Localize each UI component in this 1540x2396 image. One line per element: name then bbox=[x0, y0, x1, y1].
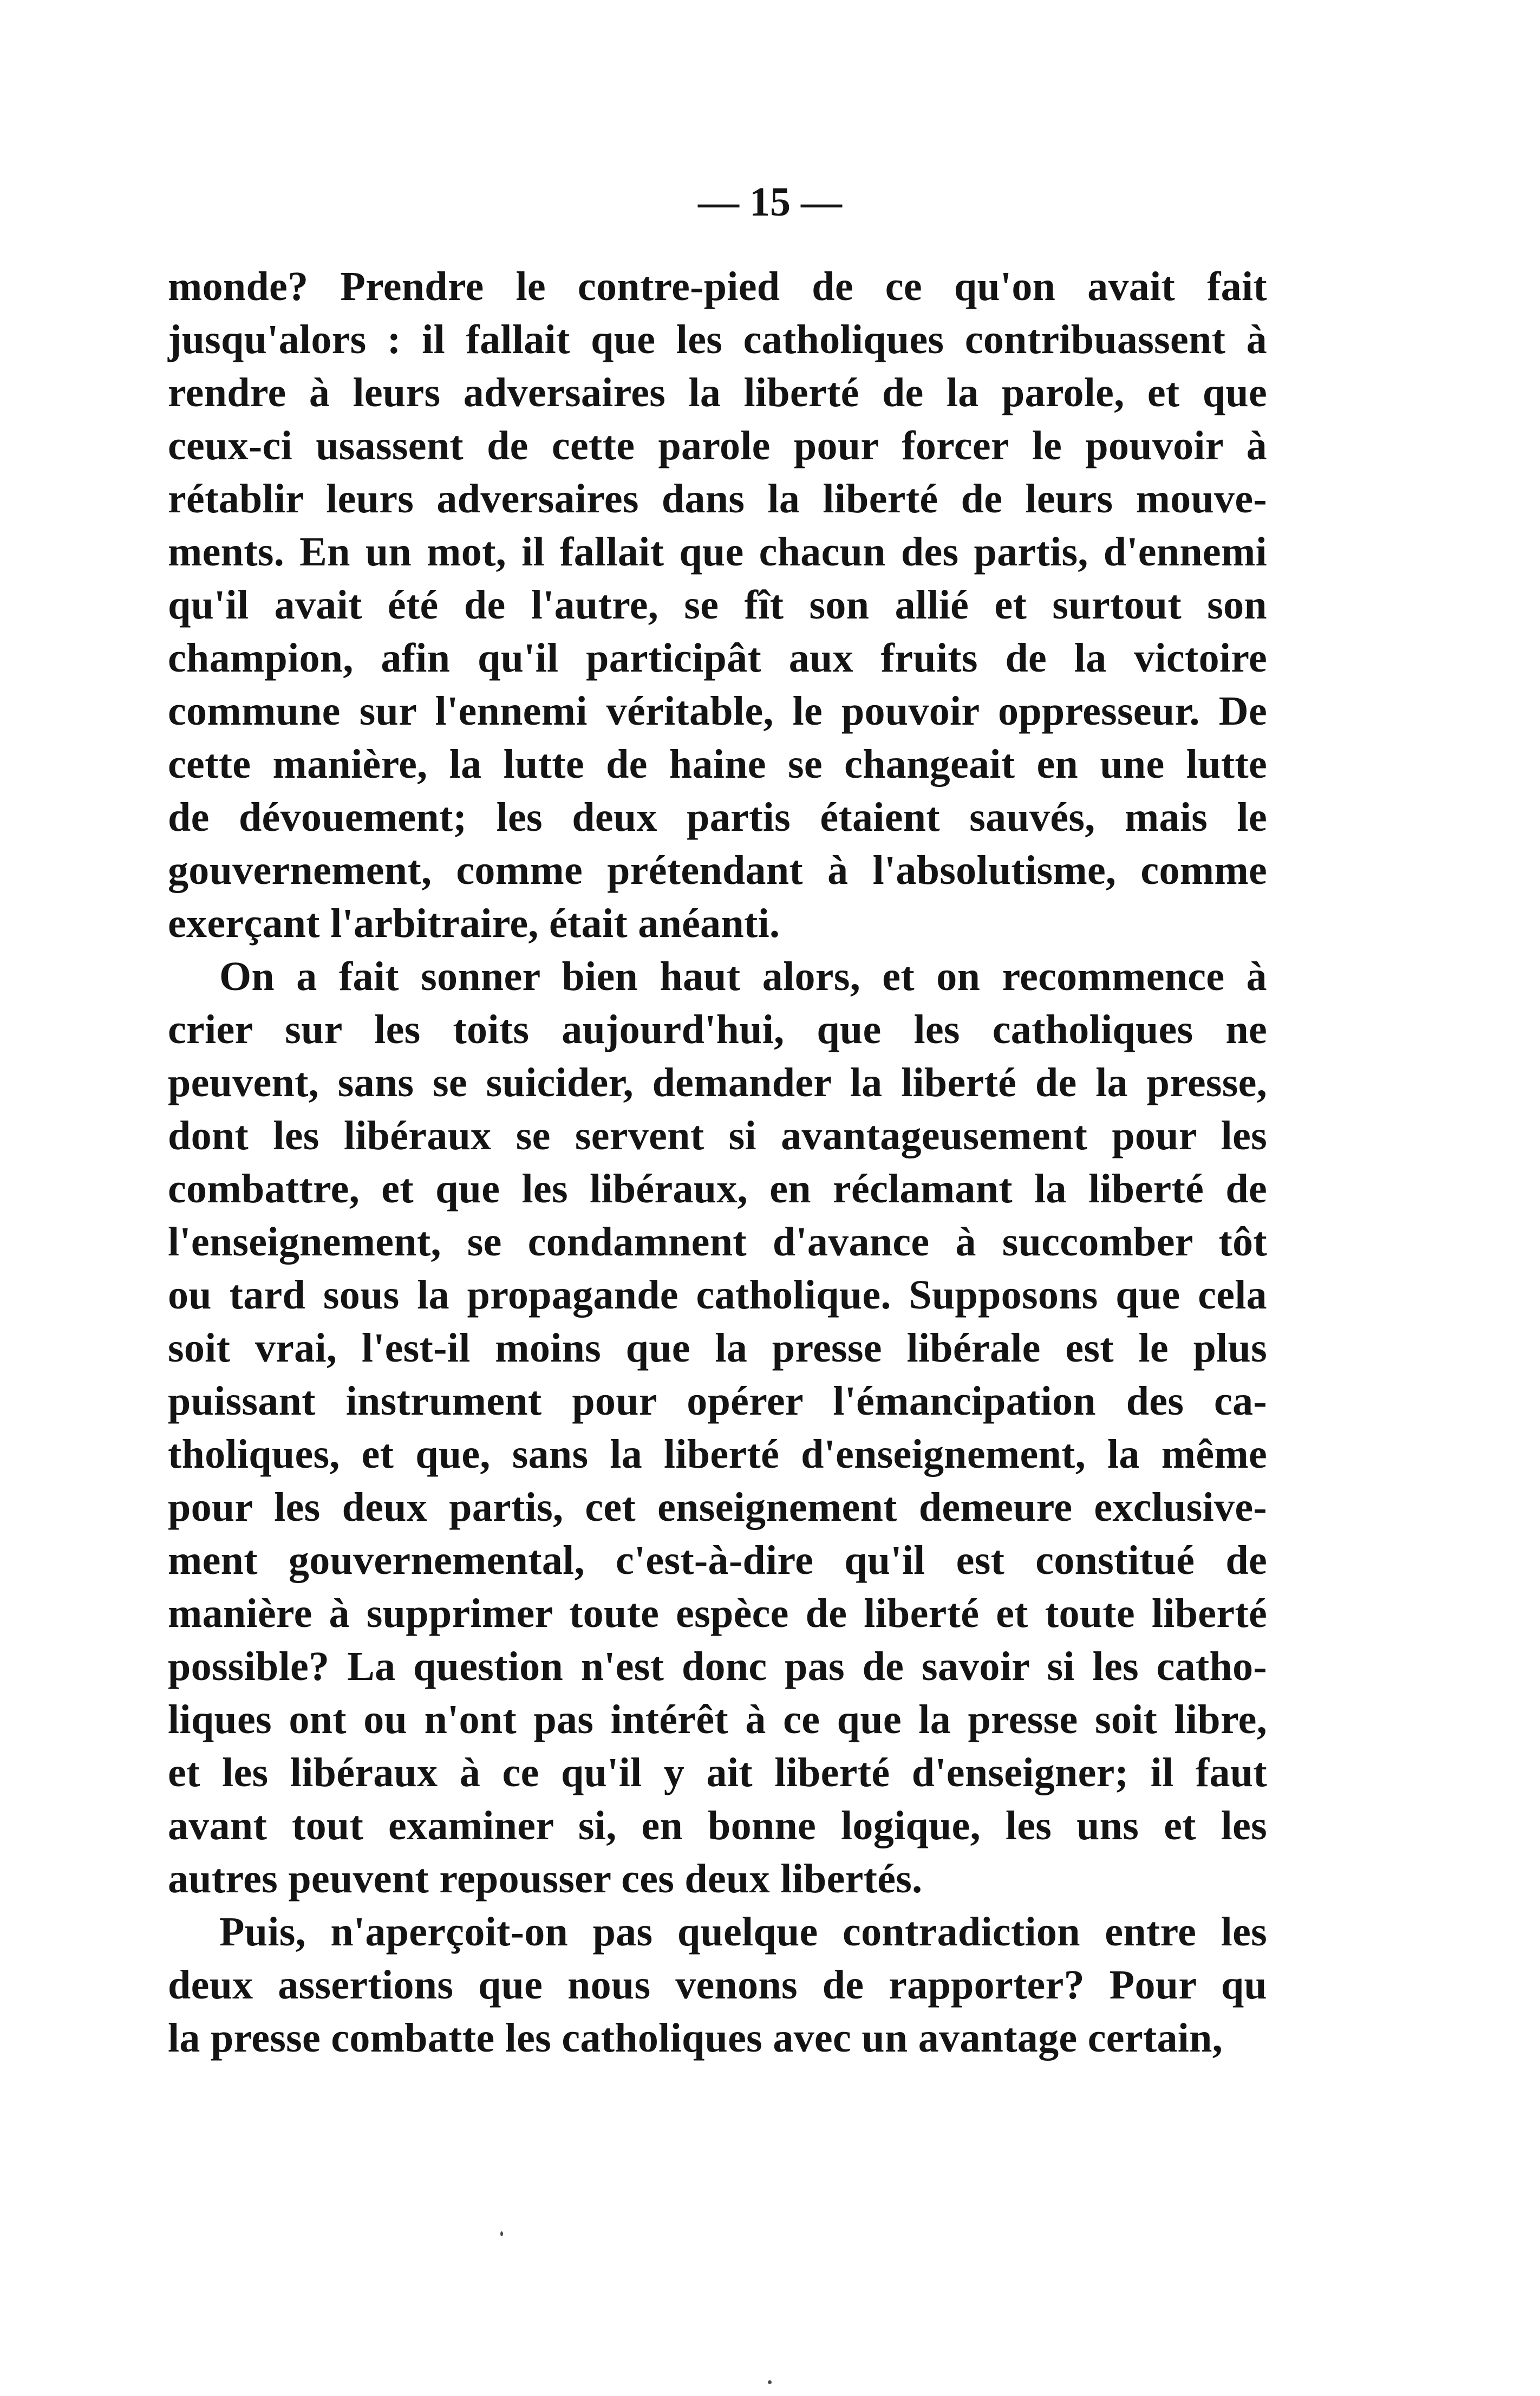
text-line: possible? La question n'est donc pas de savoir si les catho- bbox=[168, 1644, 1267, 1689]
text-line: cette manière, la lutte de haine se changeait en une lutte bbox=[168, 741, 1267, 787]
text-line: ou tard sous la propagande catholique. Supposons que cela bbox=[168, 1272, 1267, 1318]
text-line: soit vrai, l'est-il moins que la presse libérale est le plus bbox=[168, 1325, 1267, 1371]
text-line: jusqu'alors : il fallait que les catholiques contribuassent à bbox=[168, 317, 1267, 362]
text-line: la presse combatte les catholiques avec un avantage certain, bbox=[168, 2015, 1223, 2061]
text-line: et les libéraux à ce qu'il y ait liberté d'enseigner; il faut bbox=[168, 1750, 1267, 1795]
text-line: rétablir leurs adversaires dans la liberté de leurs mouve- bbox=[168, 476, 1267, 522]
text-line: tholiques, et que, sans la liberté d'enseignement, la même bbox=[168, 1431, 1267, 1477]
text-line: commune sur l'ennemi véritable, le pouvoir oppresseur. De bbox=[168, 688, 1267, 734]
text-line: exerçant l'arbitraire, était anéanti. bbox=[168, 901, 780, 946]
body-text bbox=[168, 260, 1267, 2065]
text-line: On a fait sonner bien haut alors, et on recommence à bbox=[219, 954, 1267, 999]
text-line: avant tout examiner si, en bonne logique, les uns et les bbox=[168, 1803, 1267, 1848]
text-line: pour les deux partis, cet enseignement demeure exclusive- bbox=[168, 1485, 1267, 1530]
text-line: de dévouement; les deux partis étaient sauvés, mais le bbox=[168, 795, 1267, 840]
paragraph bbox=[168, 260, 1267, 950]
text-line: monde? Prendre le contre-pied de ce qu'on avait fait bbox=[168, 264, 1267, 309]
paper-speck bbox=[768, 2380, 772, 2384]
text-line: Puis, n'aperçoit-on pas quelque contradiction entre les bbox=[219, 1909, 1267, 1955]
text-line: l'enseignement, se condamnent d'avance à succomber tôt bbox=[168, 1219, 1267, 1265]
text-line: peuvent, sans se suicider, demander la liberté de la presse, bbox=[168, 1060, 1267, 1105]
text-line: champion, afin qu'il participât aux fruits de la victoire bbox=[168, 635, 1267, 681]
text-line: autres peuvent repousser ces deux libertés. bbox=[168, 1856, 923, 1902]
text-line: gouvernement, comme prétendant à l'absolutisme, comme bbox=[168, 848, 1267, 893]
paragraph bbox=[168, 950, 1267, 1905]
paragraph bbox=[168, 1905, 1267, 2065]
text-line: puissant instrument pour opérer l'émancipation des ca- bbox=[168, 1378, 1267, 1424]
text-line: qu'il avait été de l'autre, se fît son allié et surtout son bbox=[168, 582, 1267, 628]
text-line: dont les libéraux se servent si avantageusement pour les bbox=[168, 1113, 1267, 1158]
page-number: — 15 — bbox=[698, 179, 842, 225]
text-line: deux assertions que nous venons de rapporter? Pour qu bbox=[168, 1962, 1267, 2008]
text-line: ceux-ci usassent de cette parole pour forcer le pouvoir à bbox=[168, 423, 1267, 468]
text-line: ments. En un mot, il fallait que chacun des partis, d'ennemi bbox=[168, 529, 1267, 575]
text-line: combattre, et que les libéraux, en réclamant la liberté de bbox=[168, 1166, 1267, 1212]
paper-speck bbox=[500, 2231, 503, 2236]
text-line: rendre à leurs adversaires la liberté de la parole, et que bbox=[168, 370, 1267, 415]
text-line: liques ont ou n'ont pas intérêt à ce que la presse soit libre, bbox=[168, 1697, 1267, 1742]
text-line: manière à supprimer toute espèce de liberté et toute liberté bbox=[168, 1591, 1267, 1636]
text-line: ment gouvernemental, c'est-à-dire qu'il est constitué de bbox=[168, 1538, 1267, 1583]
text-line: crier sur les toits aujourd'hui, que les catholiques ne bbox=[168, 1007, 1267, 1052]
